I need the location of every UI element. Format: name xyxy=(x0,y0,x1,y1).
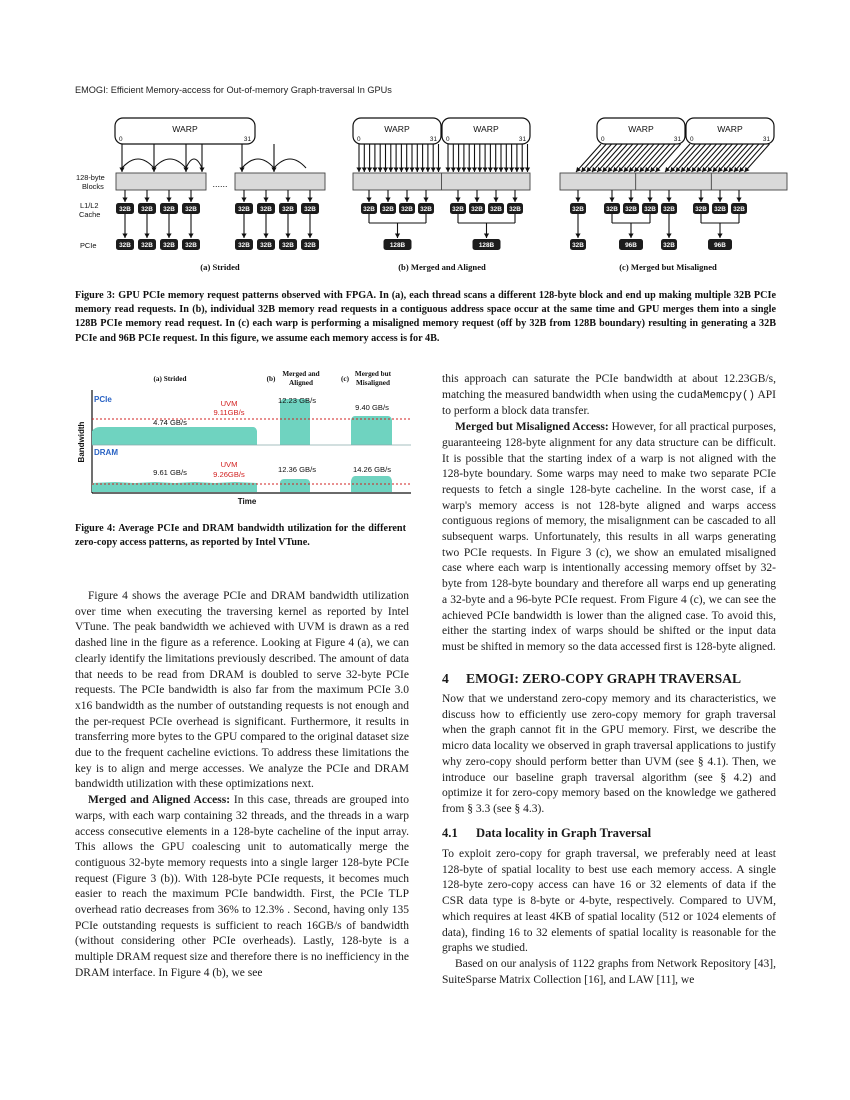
arrowhead xyxy=(383,168,388,173)
chip-label: 32B xyxy=(733,206,745,214)
chip-label: 32B xyxy=(260,206,272,214)
run-in-heading: Merged but Misaligned Access: xyxy=(455,421,609,434)
arrowhead xyxy=(399,168,404,173)
arrowhead xyxy=(717,198,722,203)
chip-label: 32B xyxy=(663,242,675,250)
arrowhead xyxy=(188,234,193,239)
arrowhead xyxy=(151,168,156,173)
arrowhead xyxy=(415,168,420,173)
chip-label: 32B xyxy=(644,206,656,214)
arrowhead xyxy=(575,198,580,203)
arrowhead xyxy=(445,168,450,173)
header-c-line1: Merged but xyxy=(354,370,392,378)
arrowhead xyxy=(241,234,246,239)
chip-label: 32B xyxy=(304,206,316,214)
dram-aligned-area xyxy=(280,479,310,492)
arrowhead xyxy=(498,168,503,173)
row-label-cache: Cache xyxy=(79,210,101,219)
header-b-tag: (b) xyxy=(266,375,276,383)
paragraph-graph-analysis: Based on our analysis of 1122 graphs from Network Repository [43], SuiteSparse Matrix Collection [16], and LAW [11], we xyxy=(442,957,776,986)
lane-end: 31 xyxy=(762,136,770,143)
row-label-blocks: 128-byte xyxy=(76,173,105,182)
header-strided: (a) Strided xyxy=(153,375,187,383)
lane-end: 31 xyxy=(673,136,681,143)
arrowhead xyxy=(575,234,580,239)
thread-arrow xyxy=(739,144,764,172)
arrowhead xyxy=(472,168,477,173)
arrowhead xyxy=(409,168,414,173)
arrowhead xyxy=(456,168,461,173)
arrowhead xyxy=(144,234,149,239)
ellipsis: ...... xyxy=(212,179,228,189)
arrowhead xyxy=(366,198,371,203)
arrowhead xyxy=(514,168,519,173)
lane-end: 31 xyxy=(243,136,251,143)
warp-label: WARP xyxy=(628,124,654,134)
chip-label: 32B xyxy=(695,206,707,214)
arrowhead xyxy=(493,168,498,173)
header-b-line1: Merged and xyxy=(282,370,320,378)
lane-end: 31 xyxy=(429,136,437,143)
arrowhead xyxy=(493,198,498,203)
arrowhead xyxy=(241,198,246,203)
chip-label: 32B xyxy=(452,206,464,214)
arrowhead xyxy=(378,168,383,173)
pcie-misaligned-value: 9.40 GB/s xyxy=(355,403,389,412)
arrowhead xyxy=(183,168,188,173)
stride-arc xyxy=(186,159,202,168)
chip-label: 32B xyxy=(363,206,375,214)
chip-label: 32B xyxy=(238,242,250,250)
figure-3 xyxy=(70,110,790,280)
section-4-heading: 4 EMOGI: ZERO-COPY GRAPH TRAVERSAL xyxy=(442,671,742,686)
arrowhead xyxy=(425,168,430,173)
lane-start: 0 xyxy=(690,136,694,143)
arrowhead xyxy=(474,198,479,203)
arrowhead xyxy=(144,198,149,203)
arrowhead xyxy=(285,234,290,239)
arrowhead xyxy=(467,168,472,173)
arrowhead xyxy=(436,168,441,173)
chip-label: 32B xyxy=(509,206,521,214)
code-cudamemcpy: cudaMemcpy() xyxy=(677,389,755,402)
running-head: EMOGI: Efficient Memory-access for Out-of-memory Graph-traversal In GPUs xyxy=(75,85,392,95)
paragraph-continuation: this approach can saturate the PCIe bandwidth at about 12.23GB/s, matching the measured bandwidth when using the cudaMemcpy() API to perform a block data transfer. xyxy=(442,373,776,418)
chip-label: 32B xyxy=(238,206,250,214)
arrowhead xyxy=(285,198,290,203)
stride-arc xyxy=(274,159,306,168)
arrowhead xyxy=(423,198,428,203)
section-4-1-body xyxy=(442,847,776,988)
chip-label: 32B xyxy=(141,206,153,214)
arrowhead xyxy=(119,168,124,173)
arrowhead xyxy=(404,168,409,173)
pcie-uvm-value: 9.11GB/s xyxy=(213,408,245,417)
arrowhead xyxy=(307,198,312,203)
warp-label: WARP xyxy=(473,124,499,134)
chip-label: 32B xyxy=(471,206,483,214)
chip-label: 32B xyxy=(490,206,502,214)
arrowhead xyxy=(271,168,276,173)
lane-start: 0 xyxy=(119,136,123,143)
arrowhead xyxy=(239,168,244,173)
chip-label: 32B xyxy=(119,206,131,214)
warp-label: WARP xyxy=(384,124,410,134)
arrowhead xyxy=(404,198,409,203)
arrowhead xyxy=(609,198,614,203)
figure-4-caption: Figure 4: Average PCIe and DRAM bandwidth utilization for the different zero-copy access patterns, as reported by Intel VTune. xyxy=(75,523,406,549)
paragraph-figure4-discussion: Figure 4 shows the average PCIe and DRAM bandwidth utilization over time when executing the traversing kernel as reported by Intel VTune. The peak bandwidth we achieved with UVM is drawn as a red dashed line in the figure as a reference. Looking at Figure 4 (a), we can clearly identify the limitations previously described. The amount of data that needs to be read from DRAM is doubled to serve 32-byte PCIe requests. The PCIe bandwidth is also far from the maximum PCIe 3.0 x16 bandwidth as the number of outstanding requests is not enough and the per-request PCIe overhead is significant. Furthermore, it results in transferring more bytes to the GPU compared to the original dataset size due to the frequent cacheline evictions. To address these limitations the key is to align and merge accesses. We analyze the PCIe and DRAM bandwidth utilization with these optimizations next. xyxy=(75,590,409,791)
pcie-aligned-area xyxy=(280,399,310,445)
arrowhead xyxy=(484,234,489,239)
arrowhead xyxy=(420,168,425,173)
subfigure-c-label: (c) Merged but Misaligned xyxy=(619,262,717,272)
chip-label: 32B xyxy=(163,242,175,250)
chip-label: 32B xyxy=(382,206,394,214)
section-4-1-heading: 4.1 Data locality in Graph Traversal xyxy=(442,826,652,840)
arrowhead xyxy=(362,168,367,173)
chip-label: 32B xyxy=(420,206,432,214)
pcie-strided-value: 4.74 GB/s xyxy=(153,418,187,427)
arrowhead xyxy=(372,168,377,173)
arrowhead xyxy=(509,168,514,173)
header-c-line2: Misaligned xyxy=(356,379,390,387)
chip-label: 32B xyxy=(119,242,131,250)
arrowhead xyxy=(394,168,399,173)
chip-label: 32B xyxy=(625,206,637,214)
lane-start: 0 xyxy=(357,136,361,143)
arrowhead xyxy=(647,198,652,203)
chip-label: 32B xyxy=(185,242,197,250)
chip-label: 128B xyxy=(389,242,406,250)
arrowhead xyxy=(307,234,312,239)
chip-label: 32B xyxy=(401,206,413,214)
arrowhead xyxy=(122,198,127,203)
cache-block-strip xyxy=(116,173,206,190)
run-in-heading: Merged and Aligned Access: xyxy=(88,794,231,807)
arrowhead xyxy=(525,168,530,173)
lane-end: 31 xyxy=(518,136,526,143)
dram-uvm-label: UVM xyxy=(220,460,238,469)
arrowhead xyxy=(461,168,466,173)
chip-label: 32B xyxy=(282,242,294,250)
thread-arrow xyxy=(745,144,770,172)
arrowhead xyxy=(666,198,671,203)
arrowhead xyxy=(628,198,633,203)
dram-strided-area xyxy=(92,482,257,492)
warp-label: WARP xyxy=(717,124,743,134)
dram-panel-label: DRAM xyxy=(94,448,118,457)
arrowhead xyxy=(431,168,436,173)
chip-label: 32B xyxy=(282,206,294,214)
pcie-strided-area xyxy=(92,427,257,445)
chip-label: 32B xyxy=(572,206,584,214)
paragraph-merged-misaligned: Merged but Misaligned Access: However, for all practical purposes, guaranteeing 128-byte alignment for any data structure can be difficult. It is possible that the starting index of a warp is not aligned with the 128-byte boundary. Some warps may need to make two separate PCIe requests to fetch a single 128-byte cacheline. In the worst case, if a warp's memory access is not 128-byte aligned and warps access contiguous regions of memory, the misalignment can be cascaded to all subsequent warps. Unfortunately, this results in all warps generating two PCIe requests. In Figure 3 (c), we show an emulated misaligned case where each warp is intentionally accessing memory offset by 32-byte from 128-byte boundary and therefore all warps end up generating a 32-byte and a 96-byte PCIe request. From Figure 4 (c), we can see the achieved PCIe bandwidth is lower than the aligned case. To avoid this, either the starting index of warps should be shifted or the input data must be shifted in memory so the data accessed first is 128-byte aligned. xyxy=(442,421,776,653)
right-column-top xyxy=(442,372,776,656)
arrowhead xyxy=(122,234,127,239)
arrowhead xyxy=(451,168,456,173)
row-label-pcie: PCIe xyxy=(80,241,97,250)
cache-block-strip xyxy=(235,173,325,190)
pcie-misaligned-area xyxy=(351,416,392,445)
row-label-blocks: Blocks xyxy=(82,182,104,191)
arrowhead xyxy=(388,168,393,173)
arrowhead xyxy=(698,198,703,203)
arrowhead xyxy=(504,168,509,173)
chip-label: 32B xyxy=(163,206,175,214)
arrowhead xyxy=(666,234,671,239)
subfigure-a-label: (a) Strided xyxy=(200,262,240,272)
section-4-body xyxy=(442,692,776,818)
arrowhead xyxy=(166,198,171,203)
stride-arc xyxy=(122,159,154,168)
chip-label: 32B xyxy=(606,206,618,214)
left-column xyxy=(75,589,409,982)
arrowhead xyxy=(717,234,722,239)
subfigure-b-label: (b) Merged and Aligned xyxy=(398,262,486,272)
arrowhead xyxy=(356,168,361,173)
header-b-line2: Aligned xyxy=(289,379,313,387)
paragraph-merged-aligned: Merged and Aligned Access: In this case, threads are grouped into warps, with each warp containing 32 threads, and the threads in a warp access consecutive elements in a 128-byte cacheline of the input array. This allows the GPU coalescing unit to automatically merge the contiguous 32-byte memory requests into a single larger 128-byte PCIe request (Figure 3 (b)). With 128-byte PCIe requests, it becomes much easier to reach the maximum PCIe bandwidth. First, the PCIe TLP overhead ratio decreases from 36% to 12.3% . Second, having only 135 PCIe outstanding requests is sufficient to reach 16GB/s of bandwidth (without considering other PCIe overheads). Lastly, 128-byte is a multiple DRAM request size and therefore there is no inefficiency in the DRAM interface. In Figure 4 (b), we see xyxy=(75,794,409,979)
chip-label: 32B xyxy=(714,206,726,214)
paragraph-data-locality: To exploit zero-copy for graph traversal, we preferably need at least 128-byte of spatial locality to best use each memory access. A single 128-byte zero-copy access can have 16 or 32 elements of data if the CSR data type is 8-byte or 4-byte, respectively. Compared to UVM, which requires at least 4KB of spatial locality (512 or 1024 elements of data), finding 16 to 32 elements of spatial locality is reasonable for the graphs we studied. xyxy=(442,848,776,955)
arrowhead xyxy=(188,198,193,203)
chip-label: 32B xyxy=(572,242,584,250)
dram-uvm-value: 9.26GB/s xyxy=(213,470,245,479)
chip-label: 96B xyxy=(714,242,726,250)
arrowhead xyxy=(263,234,268,239)
arrowhead xyxy=(477,168,482,173)
chip-label: 128B xyxy=(478,242,495,250)
arrowhead xyxy=(736,198,741,203)
pcie-uvm-label: UVM xyxy=(220,399,238,408)
pcie-aligned-value: 12.23 GB/s xyxy=(278,396,316,405)
chip-label: 32B xyxy=(304,242,316,250)
stride-arc xyxy=(154,159,186,168)
arrowhead xyxy=(395,234,400,239)
figure-3-caption: Figure 3: GPU PCIe memory request patterns observed with FPGA. In (a), each thread scans a different 128-byte block and end up making multiple 32B PCIe memory read requests. In (b), individual 32B memory read requests in a contiguous address space occur at the same time and GPU merges them into a single 128B PCIe memory read request. In (c) each warp is performing a misaligned memory request (off by 32B from 128B boundary) resulting in generating a 32B PCIe and 96B PCIe request. In this figure, we assume each memory access is for 4B. xyxy=(75,290,776,344)
cache-block-strip xyxy=(560,173,787,190)
arrowhead xyxy=(483,168,488,173)
arrowhead xyxy=(166,234,171,239)
stride-arc xyxy=(242,159,274,168)
y-axis-label: Bandwidth xyxy=(77,421,86,463)
arrowhead xyxy=(367,168,372,173)
pcie-panel-label: PCIe xyxy=(94,395,112,404)
arrowhead xyxy=(199,168,204,173)
arrowhead xyxy=(263,198,268,203)
lane-start: 0 xyxy=(446,136,450,143)
warp-label: WARP xyxy=(172,124,198,134)
arrowhead xyxy=(455,198,460,203)
arrowhead xyxy=(628,234,633,239)
x-axis-label: Time xyxy=(237,497,257,506)
chip-label: 32B xyxy=(185,206,197,214)
header-c-tag: (c) xyxy=(341,375,349,383)
dram-misaligned-value: 14.26 GB/s xyxy=(353,465,391,474)
arrowhead xyxy=(488,168,493,173)
chip-label: 32B xyxy=(141,242,153,250)
lane-start: 0 xyxy=(601,136,605,143)
chip-label: 32B xyxy=(260,242,272,250)
paragraph-section-4: Now that we understand zero-copy memory and its characteristics, we discuss how to efficiently use zero-copy memory for graph traversal when the graph cannot fit in the GPU memory. First, we describe the micro data locality we observed in graph traversal applications to justify why zero-copy should perform better than UVM (see § 4.1). Then, we introduce our baseline graph traversal algorithm (see § 4.2) and optimize it for zero-copy memory based on the knowledge we gathered from § 3.3 (see § 4.3). xyxy=(442,693,776,815)
arrowhead xyxy=(385,198,390,203)
arrowhead xyxy=(520,168,525,173)
dram-aligned-value: 12.36 GB/s xyxy=(278,465,316,474)
figure-4 xyxy=(75,365,415,510)
chip-label: 96B xyxy=(625,242,637,250)
chip-label: 32B xyxy=(663,206,675,214)
dram-strided-value: 9.61 GB/s xyxy=(153,468,187,477)
arrowhead xyxy=(512,198,517,203)
row-label-cache: L1/L2 xyxy=(80,201,99,210)
